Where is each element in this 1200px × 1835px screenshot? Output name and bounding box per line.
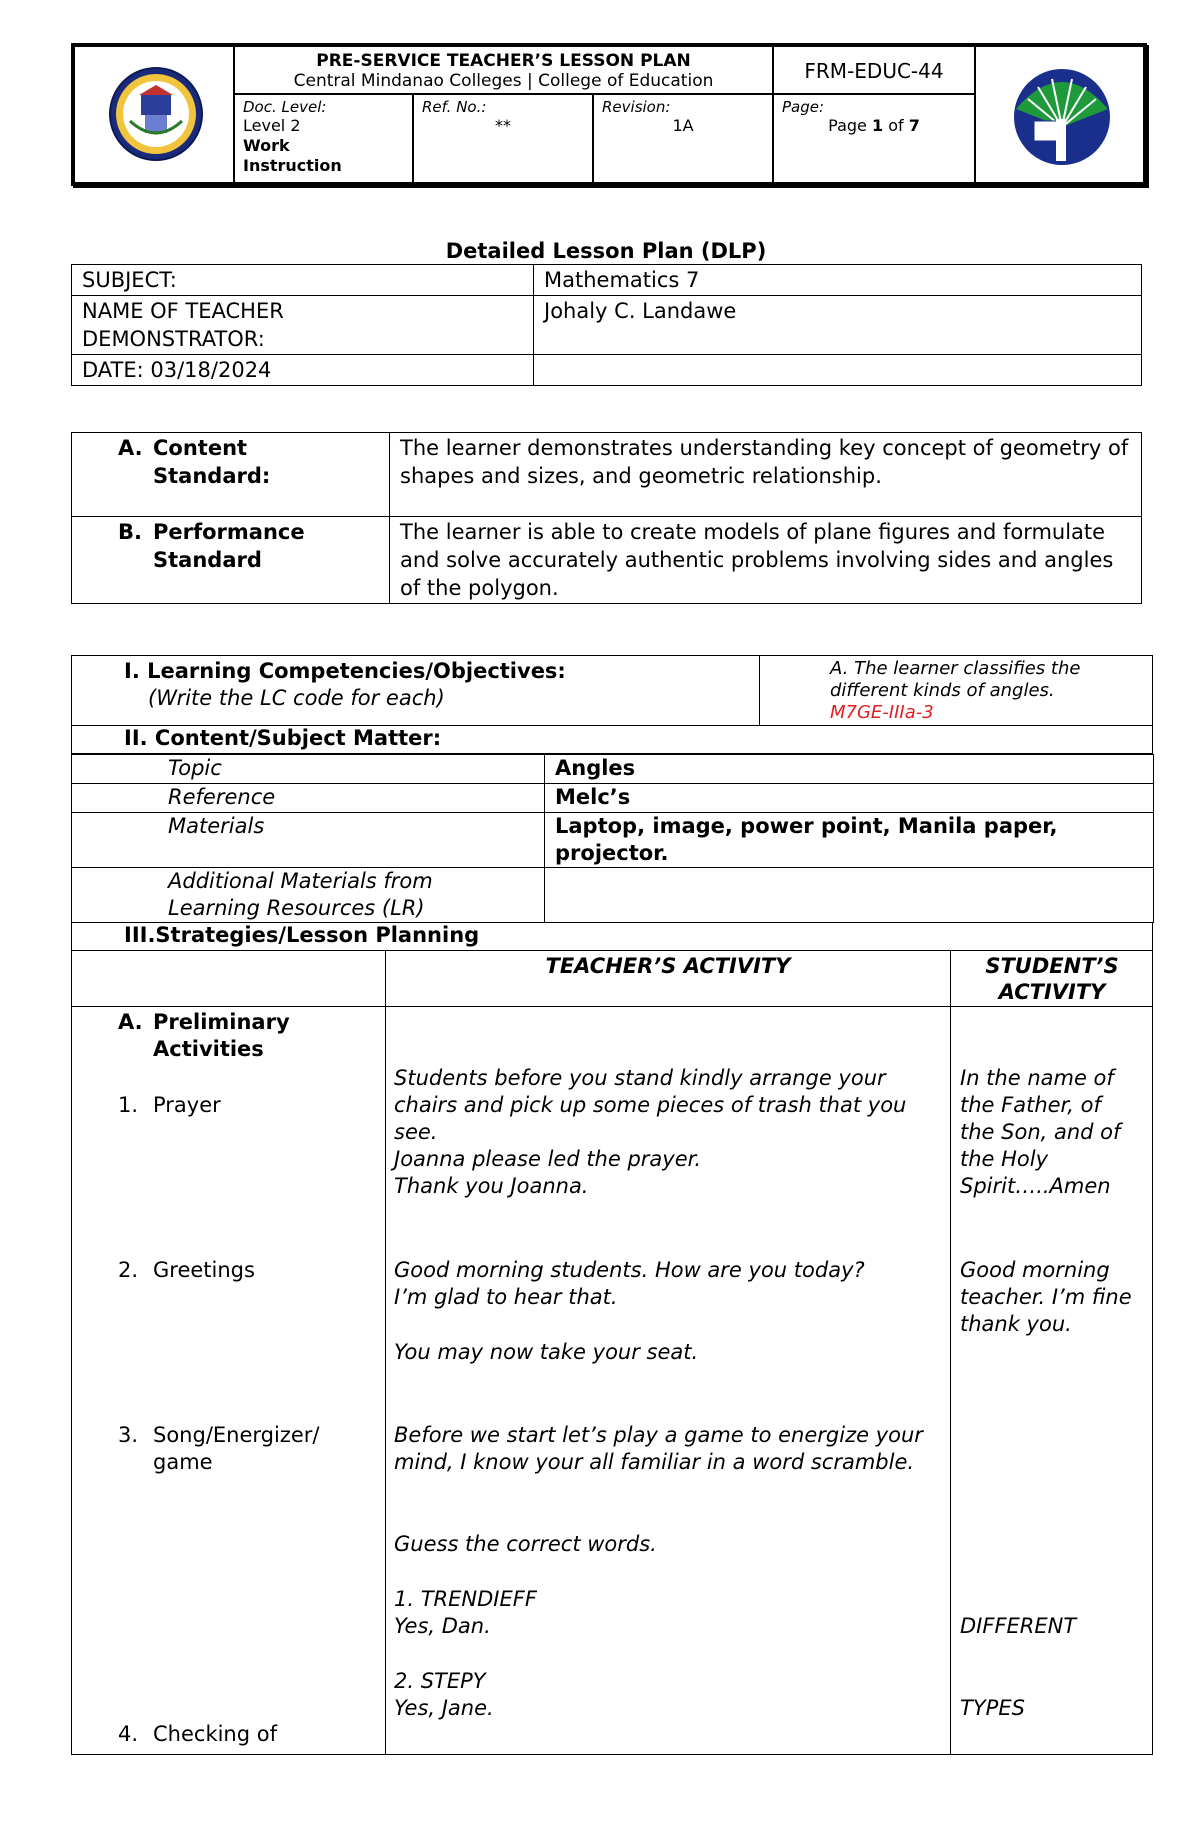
reference-label: Reference	[72, 784, 545, 813]
topic-value: Angles	[545, 755, 1154, 784]
subject-label: SUBJECT:	[72, 265, 534, 296]
content-standard-text: The learner demonstrates understanding key concept of geometry of shapes and sizes, and geometric relationship.	[390, 433, 1142, 517]
list-item: 3. Song/Energizer/ game	[118, 1423, 320, 1474]
table-row	[72, 355, 1142, 386]
page-label: Page:	[782, 98, 825, 116]
strategies-table	[71, 951, 1153, 1755]
content-table	[71, 754, 1154, 923]
list-item: 2. Greetings	[118, 1258, 255, 1282]
table-row	[72, 265, 1142, 296]
table-row	[72, 813, 1154, 868]
objective-text: A. The learner classifies the different kinds of angles. M7GE-IIIa-3	[830, 658, 1081, 723]
teacher-activity-header: TEACHER’S ACTIVITY	[545, 954, 791, 978]
page-number: Page 1 of 7	[828, 116, 920, 135]
title-cell	[233, 45, 774, 95]
objective-code: M7GE-IIIa-3	[830, 702, 934, 723]
table-row	[72, 296, 1142, 355]
content-heading-row: II. Content/Subject Matter:	[71, 725, 1153, 754]
performance-standard-label: B. Performance Standard	[72, 517, 390, 604]
form-code: FRM-EDUC-44	[804, 59, 944, 83]
preliminary-activities-heading: A. Preliminary Activities	[118, 1010, 290, 1061]
date-label: DATE: 03/18/2024	[72, 355, 534, 386]
student-activity-header: STUDENT’S ACTIVITY	[985, 954, 1119, 1004]
additional-materials-value	[545, 868, 1154, 923]
ref-no-value: **	[495, 116, 511, 135]
form-code-cell	[772, 45, 976, 95]
teacher-game-item-2: 2. STEPY Yes, Jane.	[394, 1669, 494, 1720]
revision-label: Revision:	[602, 98, 671, 116]
teacher-value: Johaly C. Landawe	[534, 296, 1142, 355]
education-logo-icon	[976, 47, 1151, 190]
teacher-game-item-1: 1. TRENDIEFF Yes, Dan.	[394, 1587, 537, 1638]
teacher-game-instruction: Guess the correct words.	[394, 1532, 657, 1556]
performance-standard-text: The learner is able to create models of plane figures and formulate and solve accurately authentic problems involving sides and angles of the polygon.	[390, 517, 1142, 604]
additional-materials-label: Additional Materials from Learning Resources (LR)	[72, 868, 545, 923]
page-cell	[772, 93, 976, 188]
topic-label: Topic	[72, 755, 545, 784]
materials-label: Materials	[72, 813, 545, 868]
subject-value: Mathematics 7	[534, 265, 1142, 296]
list-item: 4. Checking of	[118, 1722, 277, 1746]
table-row	[72, 868, 1154, 923]
student-answer-2: TYPES	[960, 1696, 1025, 1720]
table-row	[72, 784, 1154, 813]
objectives-note: (Write the LC code for each)	[148, 686, 445, 710]
objectives-row	[71, 655, 1153, 726]
college-seal-cell	[73, 45, 235, 188]
teacher-game-intro: Before we start let’s play a game to energize your mind, I know your all familiar in a word scramble.	[394, 1423, 923, 1474]
student-answer-1: DIFFERENT	[960, 1614, 1077, 1638]
college-name: Central Mindanao Colleges | College of Education	[293, 71, 714, 91]
doc-level-value: Level 2	[243, 116, 301, 135]
teacher-greeting-text: Good morning students. How are you today? I’m glad to hear that.	[394, 1258, 865, 1309]
form-title: PRE-SERVICE TEACHER’S LESSON PLAN	[316, 51, 691, 71]
standards-table	[71, 432, 1142, 604]
teacher-seat-text: You may now take your seat.	[394, 1340, 699, 1364]
materials-value: Laptop, image, power point, Manila paper, projector.	[545, 813, 1154, 868]
dlp-info-table	[71, 264, 1142, 386]
dlp-title: Detailed Lesson Plan (DLP)	[445, 239, 767, 263]
teacher-label: NAME OF TEACHER DEMONSTRATOR:	[72, 296, 534, 355]
reference-value: Melc’s	[545, 784, 1154, 813]
objectives-heading-cell	[72, 656, 760, 725]
table-row	[72, 755, 1154, 784]
strategies-heading-row: III.Strategies/Lesson Planning	[71, 922, 1153, 951]
teacher-prayer-text: Students before you stand kindly arrange your chairs and pick up some pieces of trash that you see. Joanna please led the prayer. Thank you Joanna.	[394, 1066, 907, 1198]
ref-no-cell	[412, 93, 594, 188]
table-row	[72, 433, 1142, 517]
education-logo-cell	[974, 45, 1149, 188]
list-item: 1. Prayer	[118, 1093, 221, 1117]
revision-cell	[592, 93, 774, 188]
table-row	[72, 517, 1142, 604]
doc-level-type: Work Instruction	[243, 136, 342, 175]
student-prayer-text: In the name of the Father, of the Son, and of the Holy Spirit…..Amen	[960, 1066, 1121, 1198]
document-header	[71, 43, 1147, 186]
ref-no-label: Ref. No.:	[422, 98, 487, 116]
doc-level-cell	[233, 93, 414, 188]
doc-level-label: Doc. Level:	[243, 98, 327, 116]
college-seal-icon	[75, 47, 237, 190]
revision-value: 1A	[672, 116, 694, 135]
objectives-heading: I. Learning Competencies/Objectives:	[124, 659, 566, 683]
date-value	[534, 355, 1142, 386]
content-standard-label: A. Content Standard:	[72, 433, 390, 517]
student-greeting-text: Good morning teacher. I’m fine thank you.	[960, 1258, 1132, 1336]
